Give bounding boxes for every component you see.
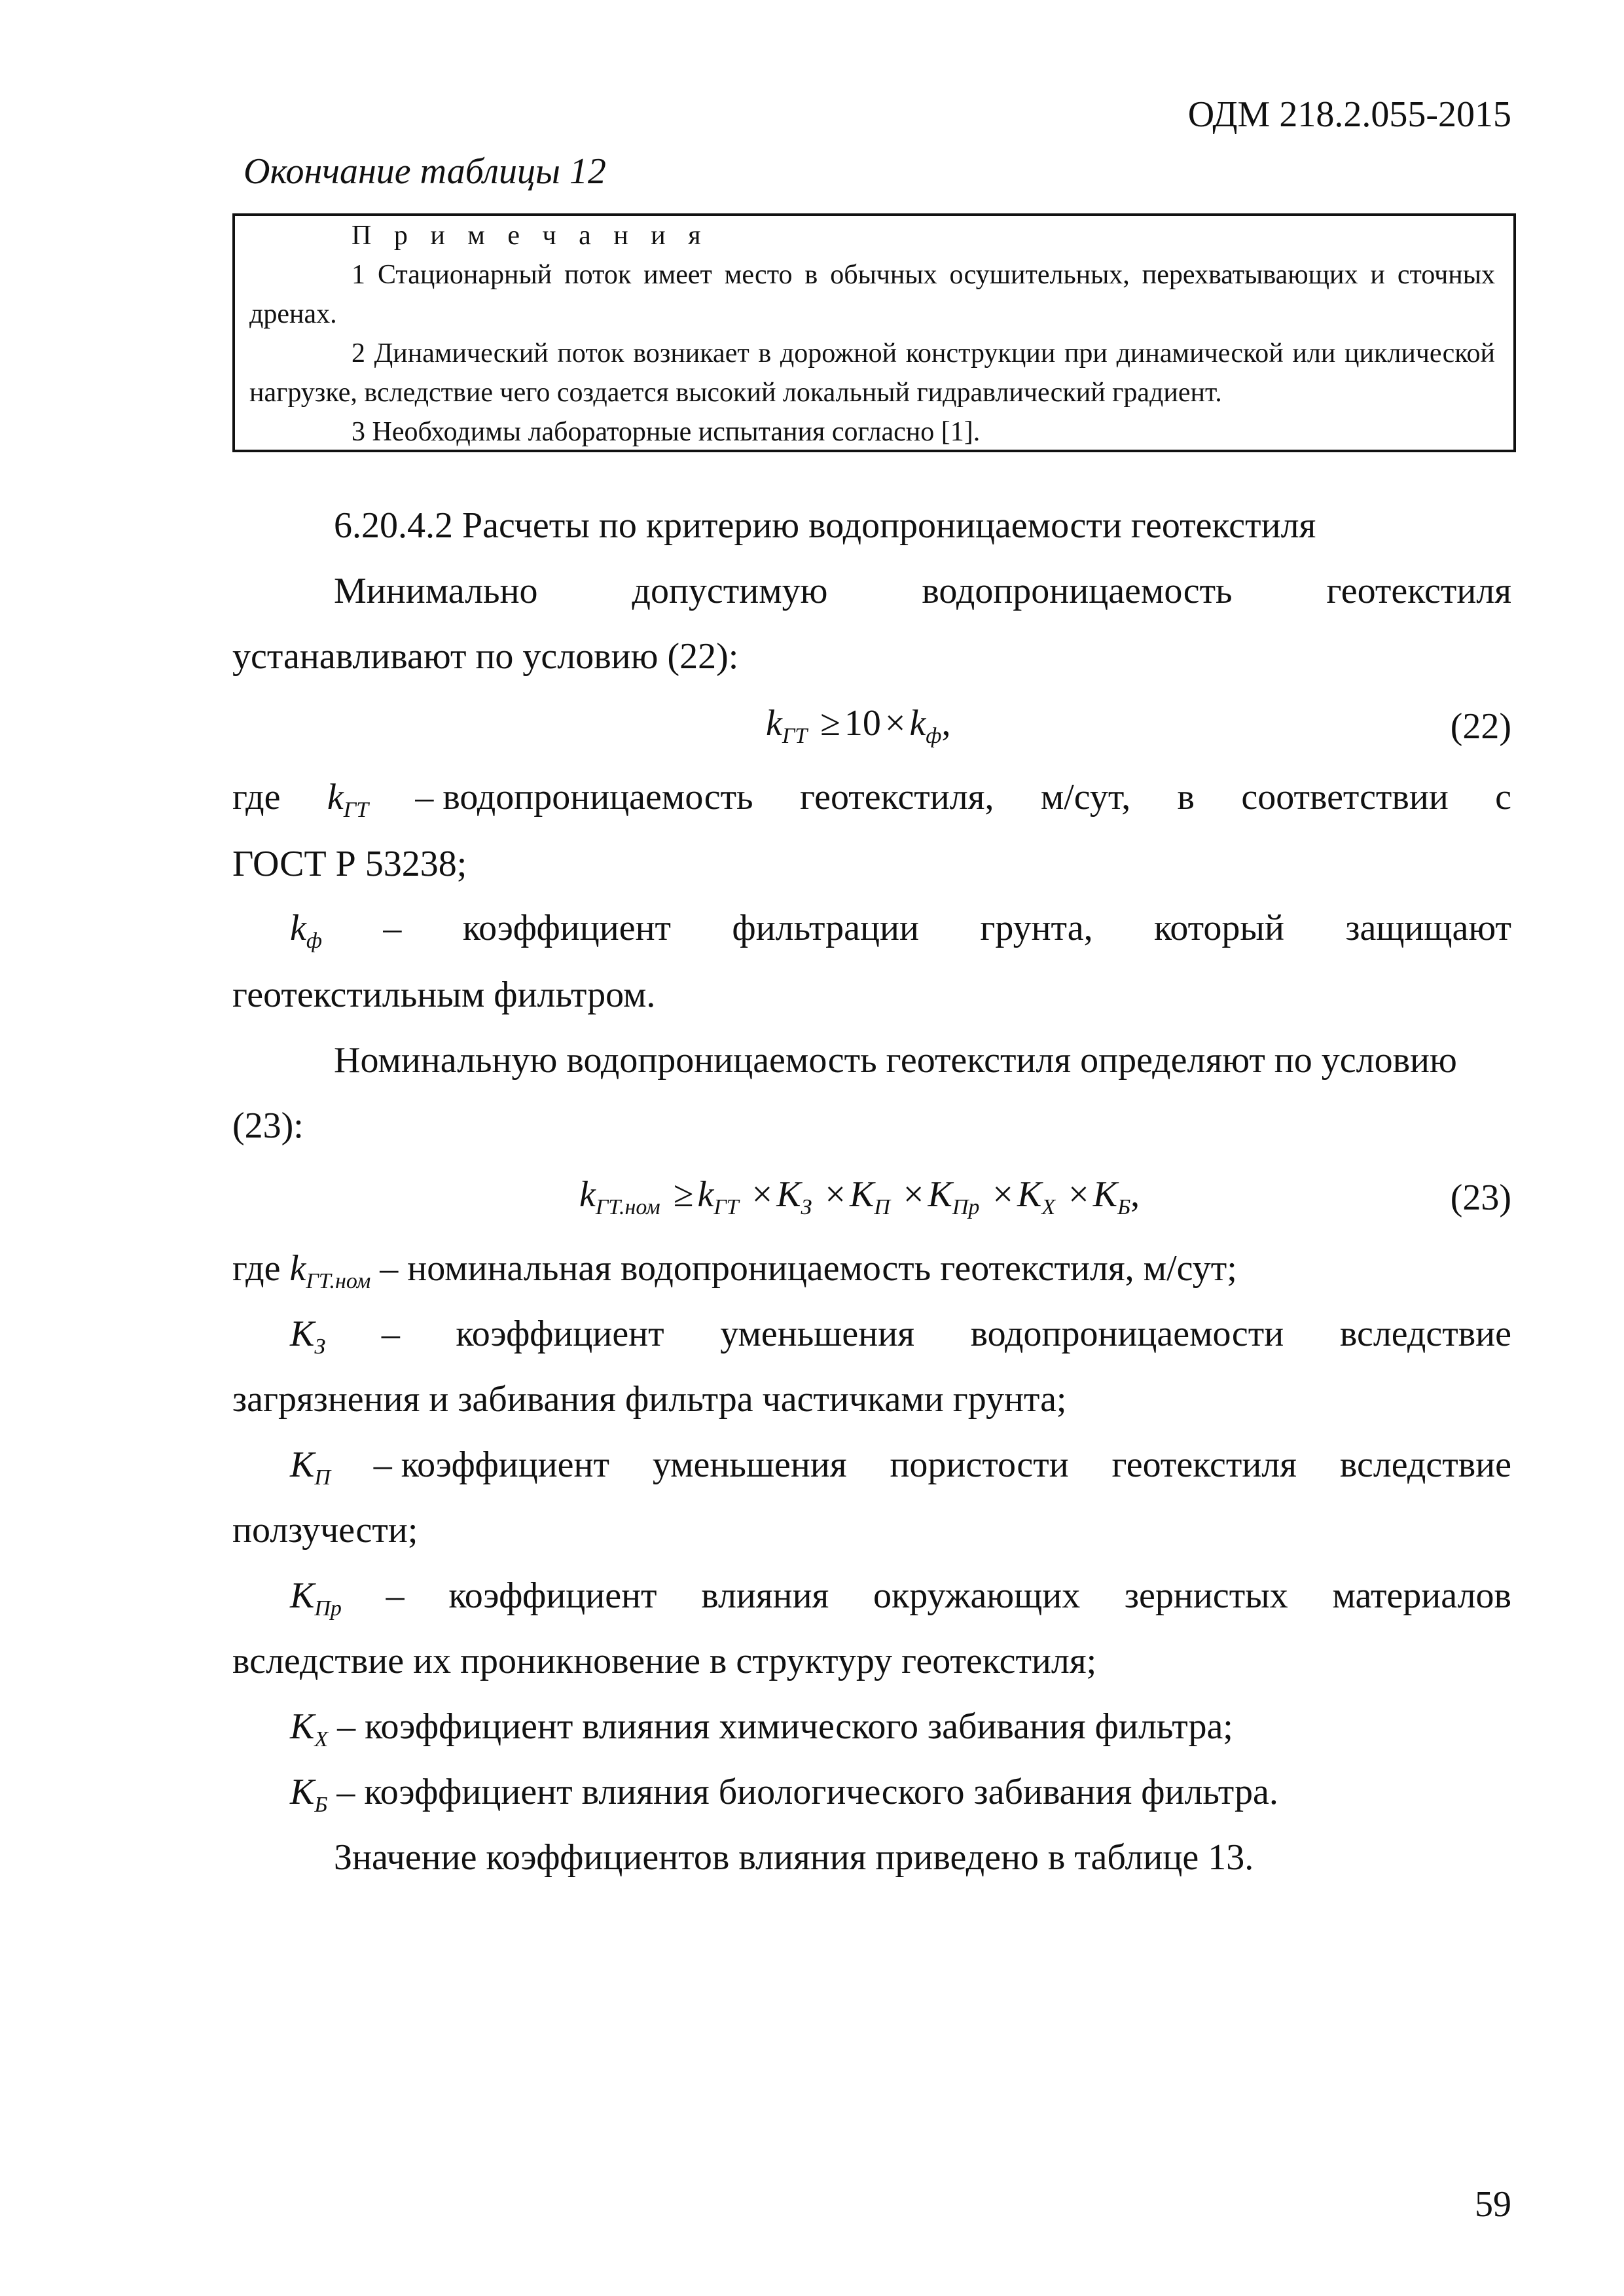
formula-operator: × [825, 1174, 846, 1215]
word: вследствие [1339, 1314, 1511, 1354]
word: водопроницаемости [970, 1314, 1284, 1354]
word: коэффициент [462, 908, 672, 948]
kx-definition: $K_Х$ – коэффициент влияния химического забивания фильтра; [290, 1706, 1233, 1751]
equation-number-22: (22) [1450, 706, 1511, 747]
formula-tail: , [1130, 1174, 1140, 1215]
where-line-1-end: ГОСТ Р 53238; [232, 844, 467, 884]
kp-definition-line1 [290, 1445, 1511, 1490]
formula-symbol: K [776, 1174, 801, 1215]
symbol-k-f: $k_ф$ [290, 908, 322, 953]
formula-subscript: Х [1041, 1195, 1056, 1219]
word: влияния [701, 1575, 829, 1616]
formula-subscript: Пр [952, 1195, 980, 1219]
formula-coefficient: 10 [844, 703, 881, 744]
symbol-K-x: $K_Х$ [290, 1706, 329, 1751]
kz-definition-line1 [290, 1314, 1511, 1359]
word: соответствии [1241, 777, 1449, 817]
formula-23 [579, 1175, 1140, 1219]
note-item-1: 1 Стационарный поток имеет место в обычных осушительных, перехватывающих и сточных дренах. [249, 260, 1495, 329]
paragraph-min-permeability-line2: устанавливают по условию (22): [232, 636, 739, 677]
word: который [1153, 908, 1284, 948]
word: коэффициент [456, 1314, 664, 1354]
word: защищают [1345, 908, 1511, 948]
word: – [383, 908, 402, 948]
table-continuation-caption: Окончание таблицы 12 [244, 151, 606, 192]
symbol-k-gt: $k_{ГТ}$ [327, 777, 369, 822]
formula-subscript: ГТ [782, 724, 808, 748]
word: – водопроницаемость [415, 777, 753, 817]
kp-definition-line2: ползучести; [232, 1510, 418, 1551]
word: грунта, [980, 908, 1093, 948]
formula-symbol: k [909, 703, 926, 744]
word: фильтрации [732, 908, 919, 948]
formula-subscript: ГТ.ном [595, 1195, 660, 1219]
closing-paragraph: Значение коэффициентов влияния приведено в таблице 13. [334, 1837, 1254, 1878]
word: уменьшения [652, 1444, 847, 1485]
kz-definition-line2: загрязнения и забивания фильтра частичками грунта; [232, 1379, 1067, 1420]
where-line-1 [232, 778, 1511, 822]
formula-operator: ≥ [820, 703, 840, 744]
notes-title: П р и м е ч а н и я [352, 221, 709, 251]
where-lead: где [232, 777, 281, 817]
word: допустимую [632, 571, 828, 611]
page-number: 59 [1475, 2184, 1511, 2225]
section-heading: 6.20.4.2 Расчеты по критерию водопроницаемости геотекстиля [334, 505, 1316, 546]
formula-subscript: П [874, 1195, 890, 1219]
word: м/сут, [1040, 777, 1131, 817]
word: – [386, 1575, 405, 1616]
formula-operator: ≥ [673, 1174, 694, 1215]
formula-subscript: ф [926, 724, 942, 748]
formula-operator: × [884, 703, 906, 744]
word: геотекстиля [1326, 571, 1511, 611]
formula-operator: × [992, 1174, 1014, 1215]
word: вследствие [1339, 1444, 1511, 1485]
formula-22 [766, 704, 950, 748]
word: Минимально [334, 571, 538, 611]
paragraph-min-permeability-line1 [334, 571, 1511, 612]
kf-definition-line1 [290, 908, 1511, 953]
word: зернистых [1124, 1575, 1288, 1616]
word: – [381, 1314, 400, 1354]
formula-subscript: Б [1117, 1195, 1131, 1219]
note-item-3: 3 Необходимы лабораторные испытания согласно [1]. [352, 417, 981, 447]
paragraph-nominal-line2: (23): [232, 1105, 304, 1146]
kpr-definition-line2: вследствие их проникновение в структуру геотекстиля; [232, 1641, 1097, 1681]
formula-symbol: k [766, 703, 782, 744]
word: материалов [1332, 1575, 1511, 1616]
kf-definition-line2: геотекстильным фильтром. [232, 975, 656, 1015]
paragraph-nominal-line1: Номинальную водопроницаемость геотекстиля определяют по условию [334, 1040, 1457, 1081]
kpr-definition-line1 [290, 1576, 1511, 1621]
note-item-2: 2 Динамический поток возникает в дорожной конструкции при динамической или циклической нагрузке, вследствие чего создается высокий локальный гидравлический градиент. [249, 338, 1495, 408]
formula-operator: × [751, 1174, 773, 1215]
symbol-k-gt-nom: $k_{ГТ.ном}$ [289, 1248, 371, 1293]
table-notes-box [232, 213, 1516, 452]
formula-symbol: k [579, 1174, 596, 1215]
formula-symbol: k [697, 1174, 714, 1215]
word: в [1177, 777, 1195, 817]
formula-subscript: ГТ [713, 1195, 739, 1219]
word: – коэффициент [373, 1444, 609, 1485]
word: геотекстиля, [799, 777, 994, 817]
formula-symbol: K [1017, 1174, 1042, 1215]
word: коэффициент [448, 1575, 657, 1616]
equation-number-23: (23) [1450, 1177, 1511, 1218]
word: водопроницаемость [922, 571, 1233, 611]
word: с [1495, 777, 1511, 817]
formula-operator: × [903, 1174, 924, 1215]
word: окружающих [873, 1575, 1081, 1616]
word: пористости [890, 1444, 1069, 1485]
formula-symbol: K [928, 1174, 952, 1215]
kb-definition: $K_Б$ – коэффициент влияния биологического забивания фильтра. [290, 1772, 1278, 1817]
symbol-K-p: $K_П$ [290, 1444, 331, 1490]
symbol-K-z: $K_З$ [290, 1314, 326, 1359]
symbol-K-b: $K_Б$ [290, 1772, 328, 1817]
formula-tail: , [941, 703, 951, 744]
where-line-2: где $k_{ГТ.ном}$ – номинальная водопроницаемость геотекстиля, м/сут; [232, 1248, 1237, 1293]
formula-symbol: K [1092, 1174, 1118, 1215]
formula-subscript: З [801, 1195, 812, 1219]
formula-operator: × [1068, 1174, 1089, 1215]
document-code: ОДМ 218.2.055-2015 [1187, 94, 1511, 135]
word: уменьшения [720, 1314, 914, 1354]
symbol-K-pr: $K_{Пр}$ [290, 1575, 342, 1621]
word: геотекстиля [1111, 1444, 1297, 1485]
formula-symbol: K [849, 1174, 875, 1215]
